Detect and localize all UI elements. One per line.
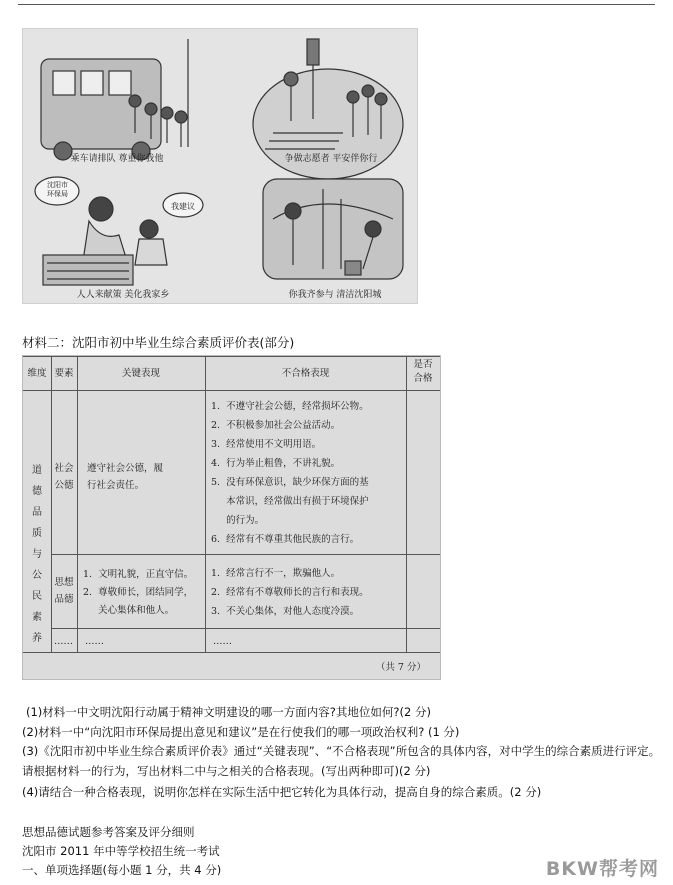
header-qualified: 是否 合格	[413, 359, 433, 384]
header-dimension: 维度	[27, 368, 47, 379]
caption-1: 乘车请排队 尊重你我他	[70, 154, 164, 164]
fail-item: 3. 经常使用不文明用语。	[211, 439, 322, 450]
fail-item: 本常识，经常做出有损于环境保护	[211, 496, 369, 507]
answer-section-heading: 一、单项选择题(每小题 1 分，共 4 分)	[22, 863, 222, 877]
svg-text:环保局: 环保局	[47, 190, 68, 198]
top-rule	[18, 4, 655, 5]
header-element: 要素	[54, 368, 74, 379]
caption-2: 争做志愿者 平安伴你行	[284, 154, 378, 164]
material-one-illustration	[22, 28, 418, 304]
dimension-label: 道 德 品 质 与 公 民 素 养	[32, 465, 42, 644]
fail-item: 3. 不关心集体，对他人态度冷漠。	[211, 606, 360, 617]
fail-item: 4. 行为举止粗鲁，不讲礼貌。	[211, 458, 341, 469]
key-ideology-morality: 1. 文明礼貌，正直守信。 2. 尊敬师长，团结同学， 关心集体和他人。	[83, 569, 194, 616]
answer-title: 思想品德试题参考答案及评分细则	[22, 825, 195, 839]
element-social-morality: 社会 公德	[54, 463, 74, 491]
svg-text:沈阳市: 沈阳市	[47, 181, 68, 189]
ellipsis-key: ……	[85, 636, 104, 647]
score-note: （共 7 分）	[375, 662, 426, 673]
ellipsis-fail: ……	[213, 636, 232, 647]
question-4: (4)请结合一种合格表现，说明你怎样在实际生活中把它转化为具体行动，提高自身的综合素质。(2 分)	[22, 785, 542, 799]
answer-subtitle: 沈阳市 2011 年中等学校招生统一考试	[22, 844, 220, 858]
fail-item: 2. 不积极参加社会公益活动。	[211, 420, 341, 431]
fail-item: 1. 经常言行不一，欺骗他人。	[211, 568, 341, 579]
caption-4: 你我齐参与 清洁沈阳城	[288, 290, 382, 300]
question-1: (1)材料一中文明沈阳行动属于精神文明建设的哪一方面内容?其地位如何?(2 分)	[26, 705, 431, 719]
fail-item: 2. 经常有不尊敬师长的言行和表现。	[211, 587, 369, 598]
header-fail-performance: 不合格表现	[281, 368, 330, 379]
ellipsis-element: ……	[54, 636, 73, 647]
question-3: (3)《沈阳市初中毕业生综合素质评价表》通过“关键表现”、“不合格表现”所包含的具体内容，对中学生的综合素质进行评定。请根据材料一的行为，写出材料二中与之相关的合格表现。(写出两种即可)(2 分)	[22, 744, 661, 778]
fail-item: 的行为。	[211, 515, 265, 526]
question-2: (2)材料一中“向沈阳市环保局提出意见和建议”是在行使我们的哪一项政治权利? (1 分)	[22, 725, 460, 739]
material-two-title: 材料二：沈阳市初中毕业生综合素质评价表(部分)	[22, 335, 295, 350]
site-watermark: BKW帮考网	[545, 858, 659, 880]
fail-item: 1. 不遵守社会公德，经常损坏公物。	[211, 401, 369, 412]
svg-text:我建议: 我建议	[171, 202, 195, 211]
header-key-performance: 关键表现	[121, 368, 160, 379]
cartoon-drawings	[23, 29, 417, 303]
evaluation-table	[22, 355, 441, 680]
fail-item: 6. 经常有不尊重其他民族的言行。	[211, 534, 360, 545]
fail-item: 5. 没有环保意识，缺少环保方面的基	[211, 477, 369, 488]
element-ideology-morality: 思想 品德	[54, 577, 74, 605]
caption-3: 人人来献策 美化我家乡	[76, 290, 170, 300]
key-social-morality: 遵守社会公德，履 行社会责任。	[87, 463, 164, 491]
